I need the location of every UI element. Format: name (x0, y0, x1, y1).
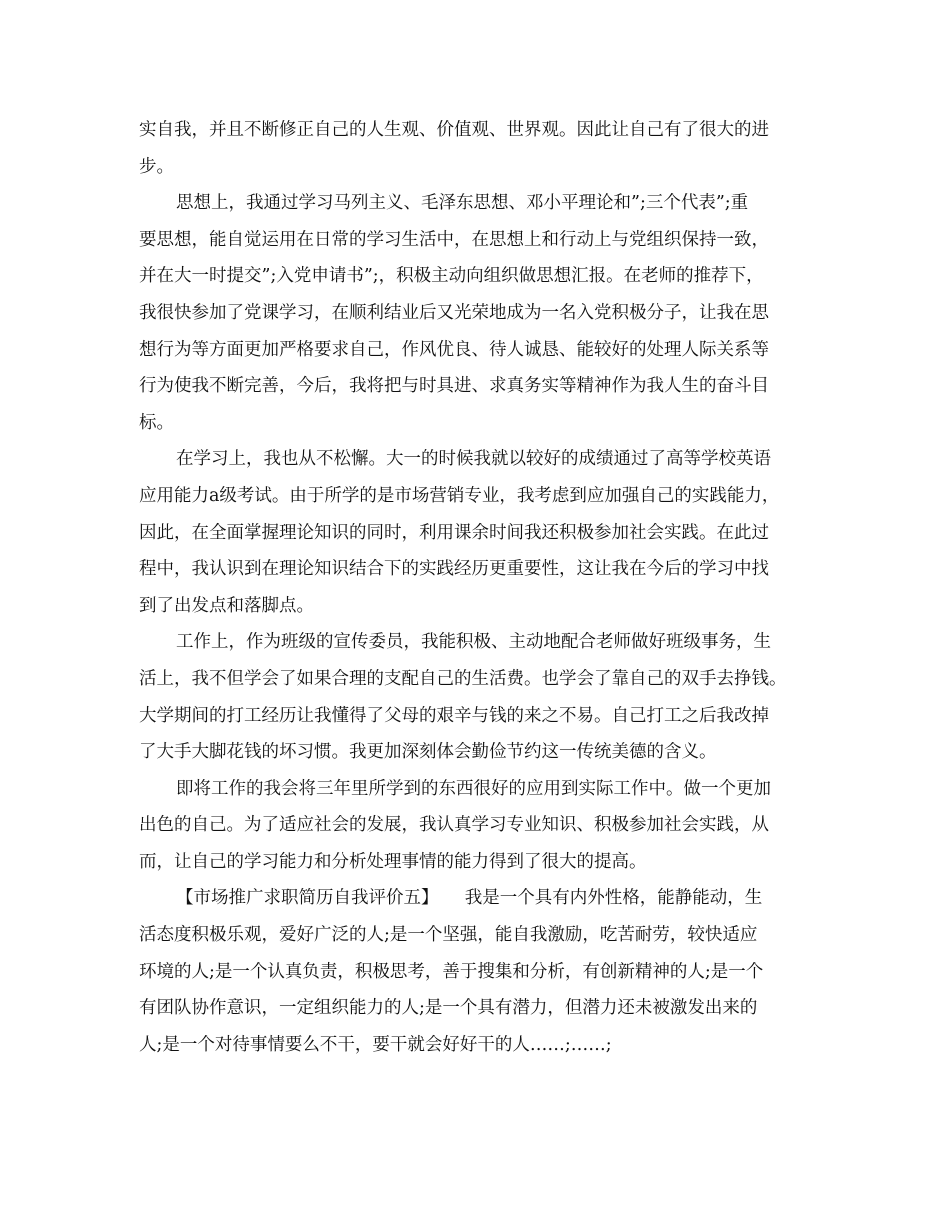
text-line: 了大手大脚花钱的坏习惯。我更加深刻体会勤俭节约这一传统美德的含义。 (139, 742, 717, 763)
paragraph-start-line: 工作上，作为班级的宣传委员，我能积极、主动地配合老师做好班级事务，生 (176, 632, 771, 653)
text-line: 到了出发点和落脚点。 (139, 595, 314, 616)
text-line: 并在大一时提交”;入党申请书”;，积极主动向组织做思想汇报。在老师的推荐下， (139, 266, 764, 287)
text-line: 标。 (139, 412, 174, 433)
section-heading-line: 【市场推广求职简历自我评价五】 我是一个具有内外性格，能静能动，生 (176, 888, 763, 909)
text-line: 行为使我不断完善，今后，我将把与时具进、求真务实等精神作为我人生的奋斗目 (139, 376, 769, 397)
text-line: 我很快参加了党课学习，在顺利结业后又光荣地成为一名入党积极分子，让我在思 (139, 302, 769, 323)
paragraph-start-line: 即将工作的我会将三年里所学到的东西很好的应用到实际工作中。做一个更加 (176, 778, 771, 799)
text-line: 活态度积极乐观，爱好广泛的人;是一个坚强，能自我激励，吃苦耐劳，较快适应 (139, 925, 758, 946)
text-line: 因此，在全面掌握理论知识的同时，利用课余时间我还积极参加社会实践。在此过 (139, 522, 769, 543)
document-body (139, 112, 819, 1063)
text-line: 程中，我认识到在理论知识结合下的实践经历更重要性，这让我在今后的学习中找 (139, 559, 769, 580)
paragraph-start-line: 在学习上，我也从不松懈。大一的时候我就以较好的成绩通过了高等学校英语 (176, 449, 771, 470)
text-line: 人;是一个对待事情要么不干，要干就会好好干的人……;……; (139, 1034, 612, 1055)
text-line: 而，让自己的学习能力和分析处理事情的能力得到了很大的提高。 (139, 851, 647, 872)
text-line: 有团队协作意识，一定组织能力的人;是一个具有潜力，但潜力还未被激发出来的 (139, 998, 758, 1019)
text-line: 要思想，能自觉运用在日常的学习生活中，在思想上和行动上与党组织保持一致， (139, 229, 769, 250)
paragraph-start-line: 思想上，我通过学习马列主义、毛泽东思想、邓小平理论和”;三个代表”;重 (176, 193, 749, 214)
text-line: 环境的人;是一个认真负责，积极思考，善于搜集和分析，有创新精神的人;是一个 (139, 961, 764, 982)
text-line: 活上，我不但学会了如果合理的支配自己的生活费。也学会了靠自己的双手去挣钱。 (139, 668, 787, 689)
text-line: 实自我，并且不断修正自己的人生观、价值观、世界观。因此让自己有了很大的进 (139, 120, 769, 140)
text-line: 想行为等方面更加严格要求自己，作风优良、待人诚恳、能较好的处理人际关系等 (139, 339, 769, 360)
text-line: 步。 (139, 156, 174, 177)
text-line: 出色的自己。为了适应社会的发展，我认真学习专业知识、积极参加社会实践，从 (139, 815, 769, 836)
text-line: 应用能力a级考试。由于所学的是市场营销专业，我考虑到应加强自己的实践能力， (139, 485, 780, 506)
text-line: 大学期间的打工经历让我懂得了父母的艰辛与钱的来之不易。自己打工之后我改掉 (139, 705, 769, 726)
